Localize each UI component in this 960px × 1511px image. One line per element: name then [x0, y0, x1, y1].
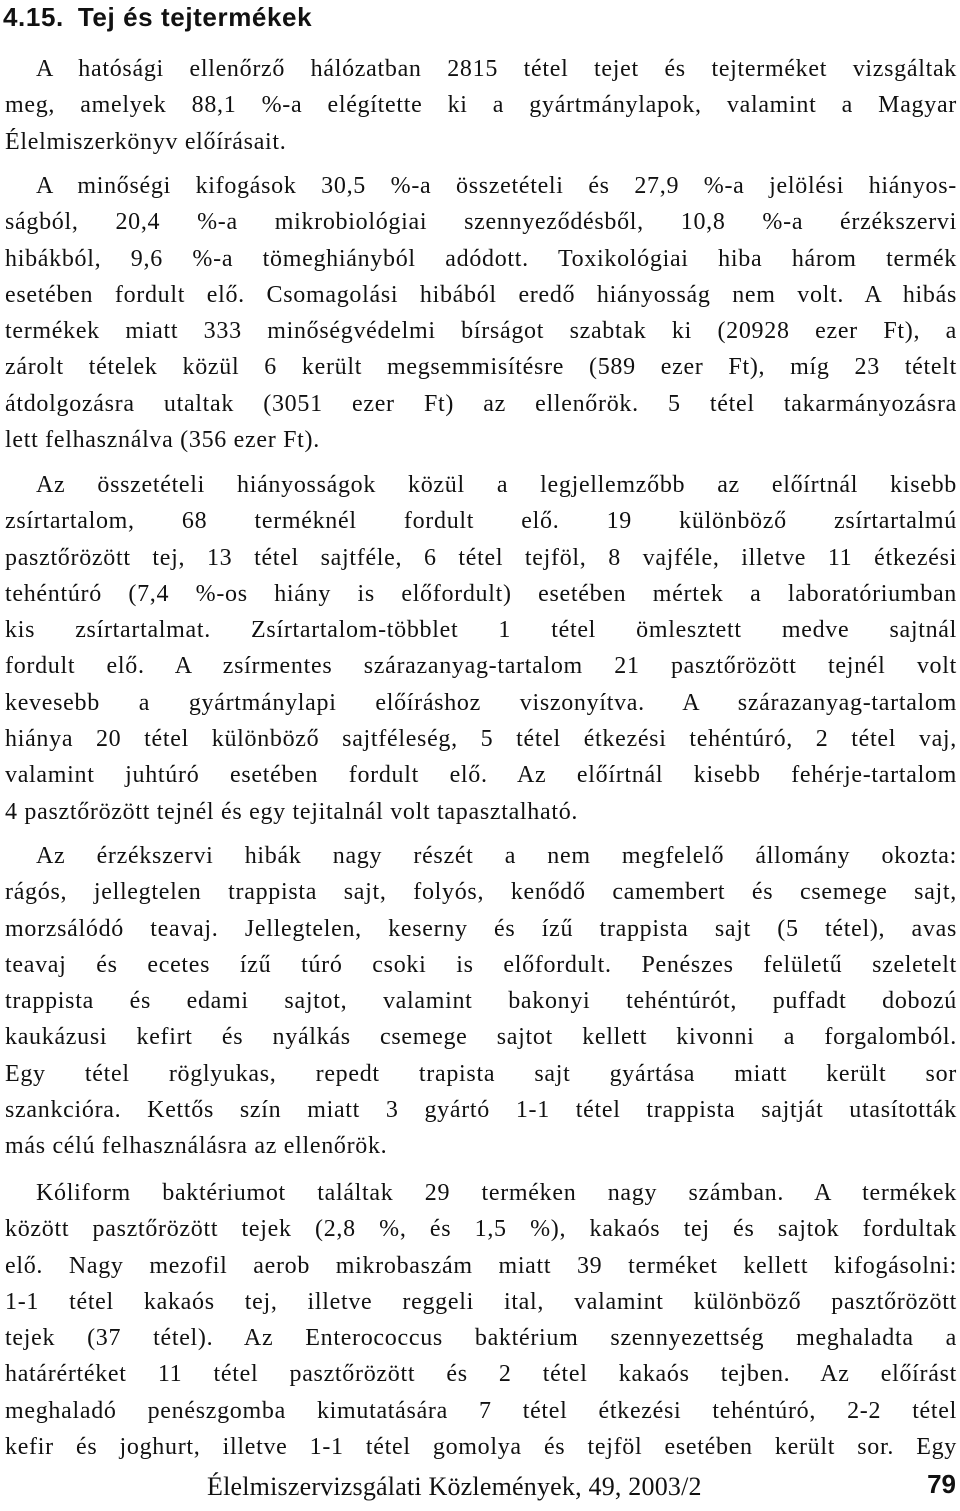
paragraph-line: meg, amelyek 88,1 %-a elégítette ki a gyártmánylapok, valamint a Magyar — [5, 92, 957, 119]
paragraph-line: tejek (37 tétel). Az Enterococcus baktérium szennyezettség meghaladta a — [5, 1325, 957, 1352]
paragraph-line: Kóliform baktériumot találtak 29 terméken nagy számban. A termékek — [36, 1180, 957, 1206]
paragraph-line: átdolgozásra utaltak (3051 ezer Ft) az ellenőrök. 5 tétel takarmányozásra — [5, 390, 957, 417]
paragraph-line: zárolt tételek közül 6 került megsemmisítésre (589 ezer Ft), míg 23 tételt — [5, 354, 957, 381]
paragraph-line: zsírtartalom, 68 terméknél fordult elő. 19 különböző zsírtartalmú — [5, 508, 957, 535]
paragraph-line: kis zsírtartalmat. Zsírtartalom-többlet 1 tétel ömlesztett medve sajtnál — [5, 617, 957, 644]
paragraph-line: fordult elő. A zsírmentes szárazanyag-tartalom 21 pasztőrözött tejnél volt — [5, 653, 957, 680]
paragraph-line: tehéntúró (7,4 %-os hiány is előfordult) esetében mértek a laboratóriumban — [5, 580, 957, 607]
paragraph-line: kefir és joghurt, illetve 1-1 tétel gomolya és tejföl esetében került sor. Egy — [5, 1434, 957, 1461]
paragraph-line: más célú felhasználásra az ellenőrök. — [5, 1133, 388, 1160]
section-title: Tej és tejtermékek — [77, 2, 313, 32]
section-number: 4.15. — [3, 2, 64, 32]
paragraph-line: morzsálódó teavaj. Jellegtelen, keserny és ízű trappista sajt (5 tétel), avas — [5, 915, 957, 942]
journal-footer: Élelmiszervizsgálati Közlemények, 49, 2003/2 — [207, 1472, 702, 1501]
paragraph-line: között pasztőrözött tejek (2,8 %, és 1,5 %), kakaós tej és sajtok fordultak — [5, 1216, 957, 1243]
paragraph-line: trappista és edami sajtot, valamint bakonyi tehéntúrót, puffadt dobozú — [5, 988, 957, 1015]
paragraph-line: Az összetételi hiányosságok közül a legjellemzőbb az előírtnál kisebb — [36, 472, 957, 498]
paragraph-line: hibákból, 9,6 %-a tömeghiányból adódott. Toxikológiai hiba három termék — [5, 245, 957, 272]
paragraph-line: Az érzékszervi hibák nagy részét a nem megfelelő állomány okozta: — [36, 843, 957, 869]
paragraph-microbiology — [5, 1175, 957, 1465]
paragraph-line: A minőségi kifogások 30,5 %-a összetételi és 27,9 %-a jelölési hiányos- — [36, 173, 957, 199]
paragraph-composition — [5, 467, 957, 830]
paragraph-line: Egy tétel röglyukas, repedt trapista sajt gyártása miatt került sor — [5, 1060, 957, 1087]
paragraph-line: A hatósági ellenőrző hálózatban 2815 tétel tejet és tejterméket vizsgáltak — [36, 56, 957, 82]
paragraph-line: ságból, 20,4 %-a mikrobiológiai szennyeződésből, 10,8 %-a érzékszervi — [5, 209, 957, 236]
paragraph-line: rágós, jellegtelen trappista sajt, folyós, kenődő camembert és csemege sajt, — [5, 879, 957, 906]
paragraph-line: szankcióra. Kettős szín miatt 3 gyártó 1-1 tétel trappista sajtját utasították — [5, 1097, 957, 1124]
paragraph-line: határértéket 11 tétel pasztőrözött és 2 tétel kakaós tejben. Az előírást — [5, 1361, 957, 1388]
paragraph-line: lett felhasználva (356 ezer Ft). — [5, 427, 320, 454]
paragraph-line: 1-1 tétel kakaós tej, illetve reggeli ital, valamint különböző pasztőrözött — [5, 1288, 957, 1315]
paragraph-line: kevesebb a gyártmánylapi előíráshoz viszonyítva. A szárazanyag-tartalom — [5, 689, 957, 716]
paragraph-line: 4 pasztőrözött tejnél és egy tejitalnál volt tapasztalható. — [5, 798, 579, 825]
section-heading — [3, 0, 312, 34]
paragraph-sensory — [5, 838, 957, 1165]
paragraph-line: hiánya 20 tétel különböző sajtféleség, 5 tétel étkezési tehéntúró, 2 tétel vaj, — [5, 726, 957, 753]
paragraph-line: termékek miatt 333 minőségvédelmi bírságot szabtak ki (20928 ezer Ft), a — [5, 318, 957, 345]
paragraph-line: teavaj és ecetes ízű túró csoki is előfordult. Penészes felületű szeletelt — [5, 951, 957, 978]
paragraph-line: kaukázusi kefirt és nyálkás csemege sajtot kellett kivonni a forgalomból. — [5, 1024, 957, 1051]
paragraph-line: meghaladó penészgomba kimutatására 7 tétel étkezési tehéntúró, 2-2 tétel — [5, 1397, 957, 1424]
paragraph-line: Élelmiszerkönyv előírásait. — [5, 128, 287, 155]
paragraph-line: valamint juhtúró esetében fordult elő. Az előírtnál kisebb fehérje-tartalom — [5, 762, 957, 789]
paragraph-quality-defects — [5, 168, 957, 458]
paragraph-line: esetében fordult elő. Csomagolási hibából eredő hiányosság nem volt. A hibás — [5, 281, 957, 308]
paragraph-line: pasztőrözött tej, 13 tétel sajtféle, 6 tétel tejföl, 8 vajféle, illetve 11 étkezési — [5, 544, 957, 571]
page-number: 79 — [927, 1469, 956, 1499]
paragraph-line: elő. Nagy mezofil aerob mikrobaszám miatt 39 terméket kellett kifogásolni: — [5, 1252, 957, 1279]
paragraph-intro — [5, 51, 957, 160]
